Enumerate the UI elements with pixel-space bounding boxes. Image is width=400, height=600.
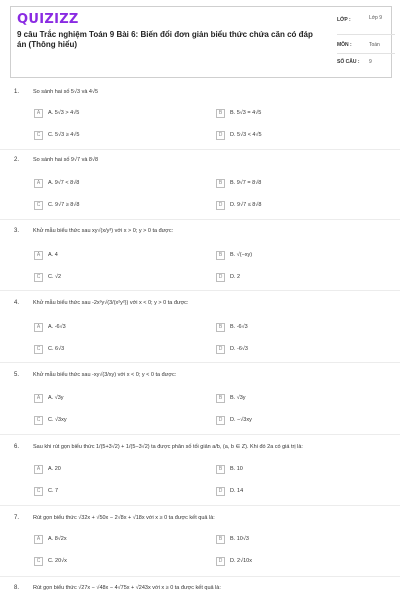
option-text: D. 2√10x <box>230 558 252 564</box>
option-letter-box: C <box>34 201 43 210</box>
option-letter-box: D <box>216 345 225 354</box>
question-divider <box>0 505 400 506</box>
option-text: A. √3y <box>48 395 64 401</box>
option-letter-box: D <box>216 557 225 566</box>
option-text: A. 20 <box>48 466 61 472</box>
option-letter-box: A <box>34 535 43 544</box>
option-letter-box: A <box>34 109 43 118</box>
answer-option[interactable] <box>34 394 194 405</box>
question-divider <box>0 290 400 291</box>
answer-option[interactable] <box>34 109 194 120</box>
option-text: C. √2 <box>48 274 62 280</box>
answer-option[interactable] <box>216 557 376 568</box>
option-letter-box: B <box>216 251 225 260</box>
option-text: D. 9√7 ≤ 8√8 <box>230 202 262 208</box>
option-letter-box: D <box>216 416 225 425</box>
option-letter-box: D <box>216 487 225 496</box>
option-text: D. −√3xy <box>230 417 252 423</box>
question-text: So sánh hai số 9√7 và 8√8 <box>33 157 99 163</box>
option-text: B. 9√7 = 8√8 <box>230 180 262 186</box>
option-letter-box: B <box>216 465 225 474</box>
option-letter-box: B <box>216 394 225 403</box>
option-letter-box: A <box>34 323 43 332</box>
question-number: 7. <box>14 515 20 521</box>
option-text: D. 2 <box>230 274 241 280</box>
answer-option[interactable] <box>216 394 376 405</box>
quiz-title: 9 câu Trắc nghiệm Toán 9 Bài 6: Biến đổi đơn giản biểu thức chứa căn có đáp án (Thông hiểu) <box>17 30 313 49</box>
option-text: D. -6√3 <box>230 346 248 352</box>
answer-option[interactable] <box>34 416 194 427</box>
question-count-label: SỐ CÂU : <box>337 59 360 65</box>
answer-option[interactable] <box>216 109 376 120</box>
option-text: A. 4 <box>48 252 58 258</box>
question-divider <box>0 362 400 363</box>
option-text: B. 5√3 = 4√5 <box>230 110 262 116</box>
option-letter-box: C <box>34 131 43 140</box>
question-text: Sau khi rút gọn biểu thức 1/(5+3√2) + 1/(5−3√2) ta được phân số tối giản a/b, (a, b ∈ Z). Khi đó 2a có giá trị là: <box>33 444 303 450</box>
option-letter-box: D <box>216 131 225 140</box>
answer-option[interactable] <box>34 323 194 334</box>
answer-option[interactable] <box>34 273 194 284</box>
subject-value: Toán <box>369 42 380 48</box>
question-text: Khử mẫu biểu thức sau -2x³y√(3/(x²y²)) với x < 0; y > 0 ta được: <box>33 300 189 306</box>
option-text: C. 20√x <box>48 558 67 564</box>
question-number: 3. <box>14 228 20 234</box>
option-text: B. √3y <box>230 395 246 401</box>
answer-option[interactable] <box>34 487 194 498</box>
meta-divider <box>337 53 395 54</box>
option-letter-box: C <box>34 557 43 566</box>
option-letter-box: B <box>216 179 225 188</box>
question-divider <box>0 434 400 435</box>
answer-option[interactable] <box>216 179 376 190</box>
answer-option[interactable] <box>216 323 376 334</box>
question-number: 4. <box>14 300 20 306</box>
answer-option[interactable] <box>216 465 376 476</box>
question-text: Khử mẫu biểu thức sau -xy√(3/xy) với x < 0; y < 0 ta được: <box>33 372 177 378</box>
question-number: 1. <box>14 89 20 95</box>
option-text: C. √3xy <box>48 417 67 423</box>
option-letter-box: C <box>34 416 43 425</box>
option-text: C. 9√7 ≥ 8√8 <box>48 202 80 208</box>
answer-option[interactable] <box>216 535 376 546</box>
answer-option[interactable] <box>34 345 194 356</box>
answer-option[interactable] <box>34 535 194 546</box>
option-letter-box: C <box>34 345 43 354</box>
option-letter-box: C <box>34 487 43 496</box>
question-number: 8. <box>14 585 20 591</box>
option-text: B. √(−xy) <box>230 252 253 258</box>
option-letter-box: B <box>216 323 225 332</box>
class-value: Lớp 9 <box>369 15 383 21</box>
option-letter-box: D <box>216 273 225 282</box>
option-letter-box: A <box>34 251 43 260</box>
option-letter-box: D <box>216 201 225 210</box>
question-divider <box>0 149 400 150</box>
question-divider <box>0 576 400 577</box>
option-text: C. 5√3 ≥ 4√5 <box>48 132 80 138</box>
question-number: 2. <box>14 157 20 163</box>
question-text: So sánh hai số 5√3 và 4√5 <box>33 89 99 95</box>
answer-option[interactable] <box>216 131 376 142</box>
class-label: LỚP : <box>337 17 351 23</box>
answer-option[interactable] <box>216 251 376 262</box>
quiz-header <box>10 6 392 78</box>
option-letter-box: B <box>216 109 225 118</box>
question-number: 5. <box>14 372 20 378</box>
question-count-value: 9 <box>369 59 372 65</box>
quizizz-logo: QUIZIZZ <box>17 12 79 27</box>
option-text: A. 8√2x <box>48 536 67 542</box>
option-text: B. 10√3 <box>230 536 249 542</box>
answer-option[interactable] <box>34 465 194 476</box>
option-text: B. 10 <box>230 466 243 472</box>
option-letter-box: A <box>34 179 43 188</box>
answer-option[interactable] <box>34 557 194 568</box>
option-text: D. 5√3 < 4√5 <box>230 132 262 138</box>
answer-option[interactable] <box>216 416 376 427</box>
question-text: Khử mẫu biểu thức sau xy√(x/y³) với x > 0; y > 0 ta được: <box>33 228 174 234</box>
question-text: Rút gọn biểu thức √32x + √50x − 2√8x + √18x với x ≥ 0 ta được kết quả là: <box>33 515 215 521</box>
answer-option[interactable] <box>216 273 376 284</box>
answer-option[interactable] <box>216 487 376 498</box>
option-text: A. -6√3 <box>48 324 66 330</box>
answer-option[interactable] <box>34 251 194 262</box>
option-text: C. 6√3 <box>48 346 65 352</box>
answer-option[interactable] <box>216 201 376 212</box>
option-letter-box: B <box>216 535 225 544</box>
meta-divider <box>337 34 395 35</box>
question-number: 6. <box>14 444 20 450</box>
option-letter-box: A <box>34 394 43 403</box>
answer-option[interactable] <box>34 201 194 212</box>
question-text: Rút gọn biểu thức √27x − √48x − 4√75x + √243x với x ≥ 0 ta được kết quả là: <box>33 585 221 591</box>
subject-label: MÔN : <box>337 42 352 48</box>
option-text: C. 7 <box>48 488 59 494</box>
question-divider <box>0 219 400 220</box>
option-text: B. -6√3 <box>230 324 248 330</box>
option-letter-box: C <box>34 273 43 282</box>
option-text: A. 5√3 > 4√5 <box>48 110 80 116</box>
option-text: D. 14 <box>230 488 244 494</box>
option-letter-box: A <box>34 465 43 474</box>
answer-option[interactable] <box>34 131 194 142</box>
option-text: A. 9√7 < 8√8 <box>48 180 80 186</box>
answer-option[interactable] <box>34 179 194 190</box>
answer-option[interactable] <box>216 345 376 356</box>
